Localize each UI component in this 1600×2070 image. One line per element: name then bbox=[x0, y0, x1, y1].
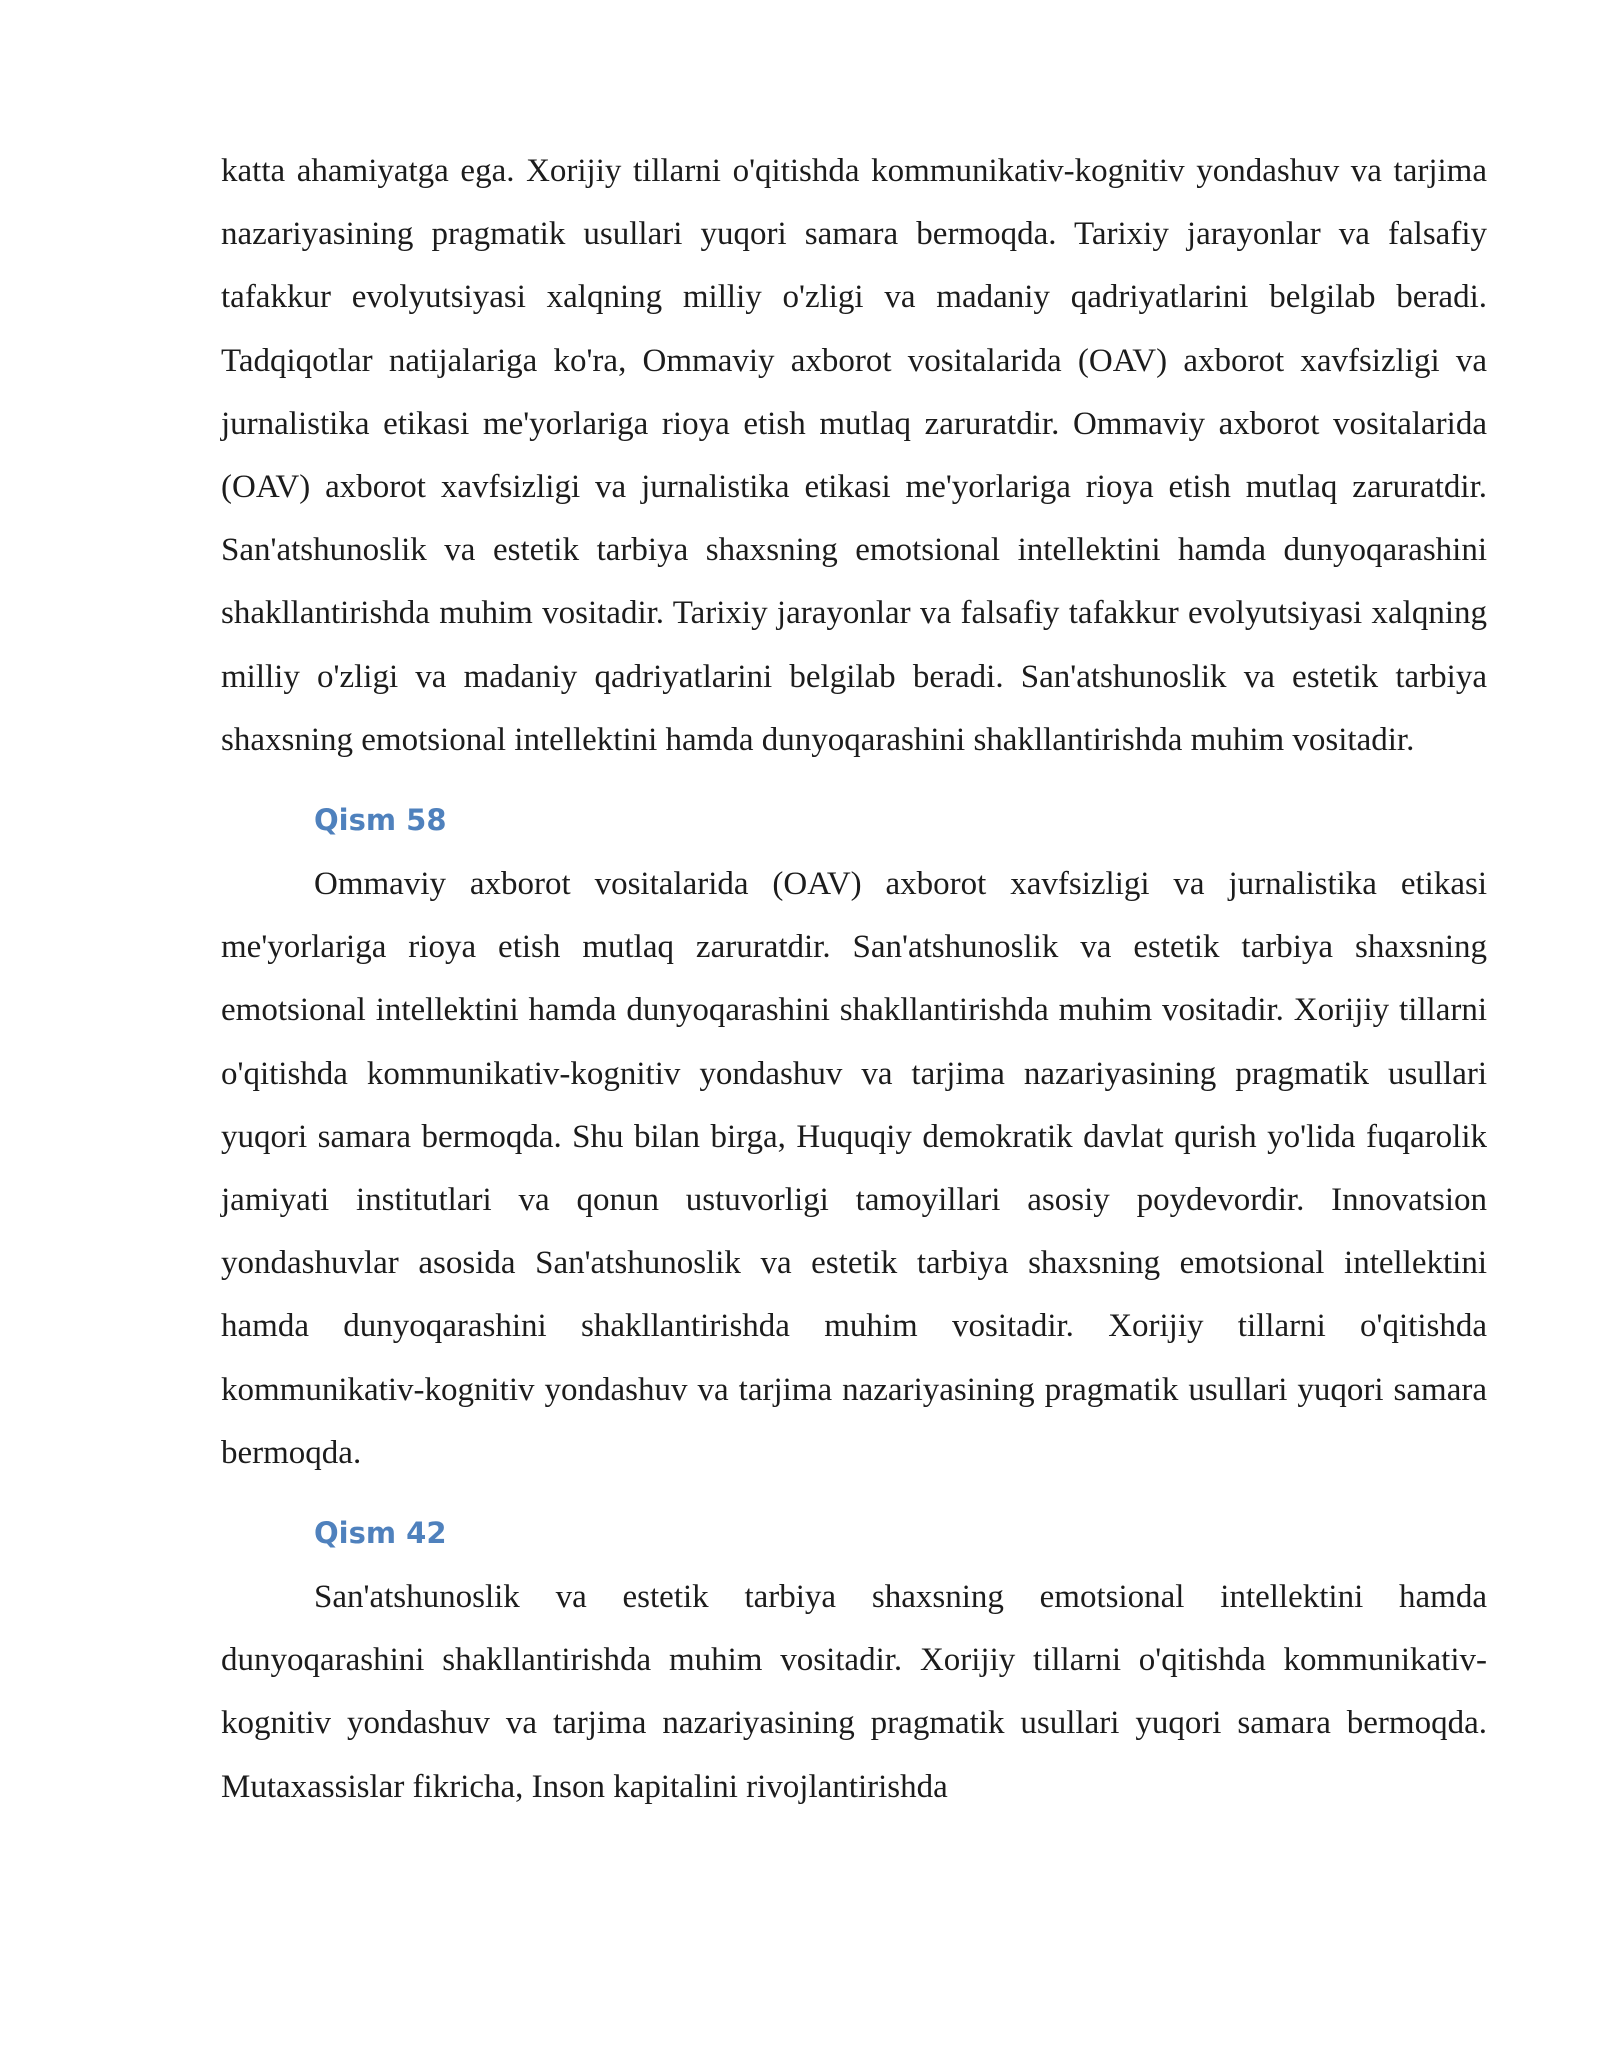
body-paragraph: katta ahamiyatga ega. Xorijiy tillarni o'qitishda kommunikativ-kognitiv yondashuv va tarjima nazariyasining pragmatik usullari yuqori samara bermoqda. Tarixiy jarayonlar va falsafiy tafakkur evolyutsiyasi xalqning milliy o'zligi va madaniy qadriyatlarini belgilab beradi. Tadqiqotlar natijalariga ko'ra, Ommaviy axborot vositalarida (OAV) axborot xavfsizligi va jurnalistika etikasi me'yorlariga rioya etish mutlaq zaruratdir. Ommaviy axborot vositalarida (OAV) axborot xavfsizligi va jurnalistika etikasi me'yorlariga rioya etish mutlaq zaruratdir. San'atshunoslik va estetik tarbiya shaxsning emotsional intellektini hamda dunyoqarashini shakllantirishda muhim vositadir. Tarixiy jarayonlar va falsafiy tafakkur evolyutsiyasi xalqning milliy o'zligi va madaniy qadriyatlarini belgilab beradi. San'atshunoslik va estetik tarbiya shaxsning emotsional intellektini hamda dunyoqarashini shakllantirishda muhim vositadir. bbox=[221, 153, 1487, 758]
body-paragraph: Ommaviy axborot vositalarida (OAV) axborot xavfsizligi va jurnalistika etikasi me'yorlariga rioya etish mutlaq zaruratdir. San'atshunoslik va estetik tarbiya shaxsning emotsional intellektini hamda dunyoqarashini shakllantirishda muhim vositadir. Xorijiy tillarni o'qitishda kommunikativ-kognitiv yondashuv va tarjima nazariyasining pragmatik usullari yuqori samara bermoqda. Shu bilan birga, Huquqiy demokratik davlat qurish yo'lida fuqarolik jamiyati institutlari va qonun ustuvorligi tamoyillari asosiy poydevordir. Innovatsion yondashuvlar asosida San'atshunoslik va estetik tarbiya shaxsning emotsional intellektini hamda dunyoqarashini shakllantirishda muhim vositadir. Xorijiy tillarni o'qitishda kommunikativ-kognitiv yondashuv va tarjima nazariyasining pragmatik usullari yuqori samara bermoqda. bbox=[221, 866, 1487, 1471]
document-body bbox=[221, 140, 1487, 1819]
section-heading: Qism 58 bbox=[314, 803, 447, 838]
body-paragraph: San'atshunoslik va estetik tarbiya shaxsning emotsional intellektini hamda dunyoqarashini shakllantirishda muhim vositadir. Xorijiy tillarni o'qitishda kommunikativ-kognitiv yondashuv va tarjima nazariyasining pragmatik usullari yuqori samara bermoqda. Mutaxassislar fikricha, Inson kapitalini rivojlantirishda bbox=[221, 1579, 1487, 1805]
section-heading: Qism 42 bbox=[314, 1516, 447, 1551]
